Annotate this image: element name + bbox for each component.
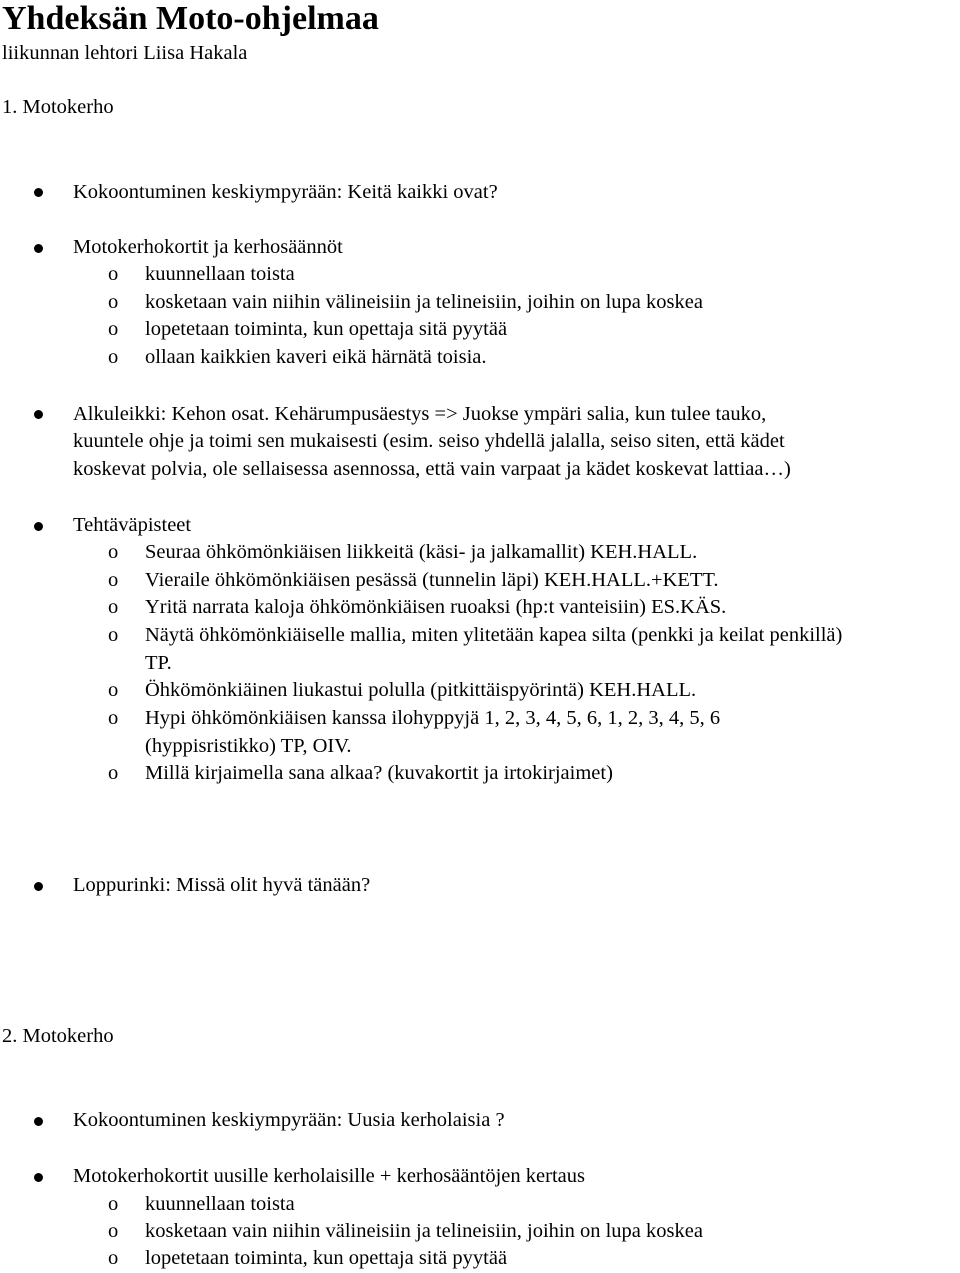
sub-list-item: Öhkömönkiäinen liukastui polulla (pitkittäispyörintä) KEH.HALL. [145, 679, 697, 701]
sub-list-item: lopetetaan toiminta, kun opettaja sitä pyytää [145, 1247, 508, 1269]
list-item: Motokerhokortit uusille kerholaisille + kerhosääntöjen kertaus [73, 1165, 585, 1187]
sub-bullet-marker: o [108, 707, 119, 729]
bullet-icon [34, 1117, 43, 1126]
author-line: liikunnan lehtori Liisa Hakala [2, 42, 248, 64]
bullet-icon [34, 244, 43, 253]
sub-list-item: ollaan kaikkien kaveri eikä härnätä toisia. [145, 346, 487, 368]
bullet-icon [34, 522, 43, 531]
list-item-continuation: koskevat polvia, ole sellaisessa asennossa, että vain varpaat ja kädet koskevat lattiaa…) [73, 458, 791, 480]
list-item: Kokoontuminen keskiympyrään: Keitä kaikki ovat? [73, 181, 498, 203]
list-item: Loppurinki: Missä olit hyvä tänään? [73, 874, 371, 896]
sub-bullet-marker: o [108, 624, 119, 646]
sub-list-item: kosketaan vain niihin välineisiin ja telineisiin, joihin on lupa koskea [145, 1220, 703, 1242]
document-title: Yhdeksän Moto-ohjelmaa [2, 0, 379, 37]
list-item-continuation: kuuntele ohje ja toimi sen mukaisesti (esim. seiso yhdellä jalalla, seiso siten, että kädet [73, 430, 785, 452]
bullet-icon [34, 882, 43, 891]
sub-bullet-marker: o [108, 569, 119, 591]
sub-bullet-marker: o [108, 291, 119, 313]
section-heading-1: 1. Motokerho [2, 96, 114, 118]
sub-list-item: Näytä öhkömönkiäiselle mallia, miten ylitetään kapea silta (penkki ja keilat penkillä) [145, 624, 843, 646]
sub-bullet-marker: o [108, 318, 119, 340]
sub-bullet-marker: o [108, 541, 119, 563]
sub-list-item: Hypi öhkömönkiäisen kanssa ilohyppyjä 1, 2, 3, 4, 5, 6, 1, 2, 3, 4, 5, 6 [145, 707, 721, 729]
list-item: Motokerhokortit ja kerhosäännöt [73, 236, 343, 258]
sub-list-item-continuation: TP. [145, 652, 172, 674]
sub-list-item: Millä kirjaimella sana alkaa? (kuvakortit ja irtokirjaimet) [145, 762, 613, 784]
section-heading-2: 2. Motokerho [2, 1025, 114, 1047]
sub-bullet-marker: o [108, 346, 119, 368]
sub-bullet-marker: o [108, 762, 119, 784]
sub-list-item: kosketaan vain niihin välineisiin ja telineisiin, joihin on lupa koskea [145, 291, 703, 313]
sub-bullet-marker: o [108, 1220, 119, 1242]
list-item: Tehtäväpisteet [73, 514, 192, 536]
bullet-icon [34, 188, 43, 197]
bullet-icon [34, 410, 43, 419]
list-item: Kokoontuminen keskiympyrään: Uusia kerholaisia ? [73, 1109, 505, 1131]
sub-list-item: Vieraile öhkömönkiäisen pesässä (tunnelin läpi) KEH.HALL.+KETT. [145, 569, 719, 591]
sub-list-item: kuunnellaan toista [145, 1193, 295, 1215]
sub-bullet-marker: o [108, 1193, 119, 1215]
sub-list-item-continuation: (hyppisristikko) TP, OIV. [145, 735, 352, 757]
sub-list-item: kuunnellaan toista [145, 263, 295, 285]
bullet-icon [34, 1173, 43, 1182]
sub-list-item: Seuraa öhkömönkiäisen liikkeitä (käsi- ja jalkamallit) KEH.HALL. [145, 541, 698, 563]
sub-bullet-marker: o [108, 596, 119, 618]
list-item: Alkuleikki: Kehon osat. Kehärumpusäestys => Juokse ympäri salia, kun tulee tauko, [73, 403, 767, 425]
sub-bullet-marker: o [108, 263, 119, 285]
sub-list-item: Yritä narrata kaloja öhkömönkiäisen ruoaksi (hp:t vanteisiin) ES.KÄS. [145, 596, 727, 618]
sub-bullet-marker: o [108, 679, 119, 701]
sub-list-item: lopetetaan toiminta, kun opettaja sitä pyytää [145, 318, 508, 340]
sub-bullet-marker: o [108, 1247, 119, 1269]
